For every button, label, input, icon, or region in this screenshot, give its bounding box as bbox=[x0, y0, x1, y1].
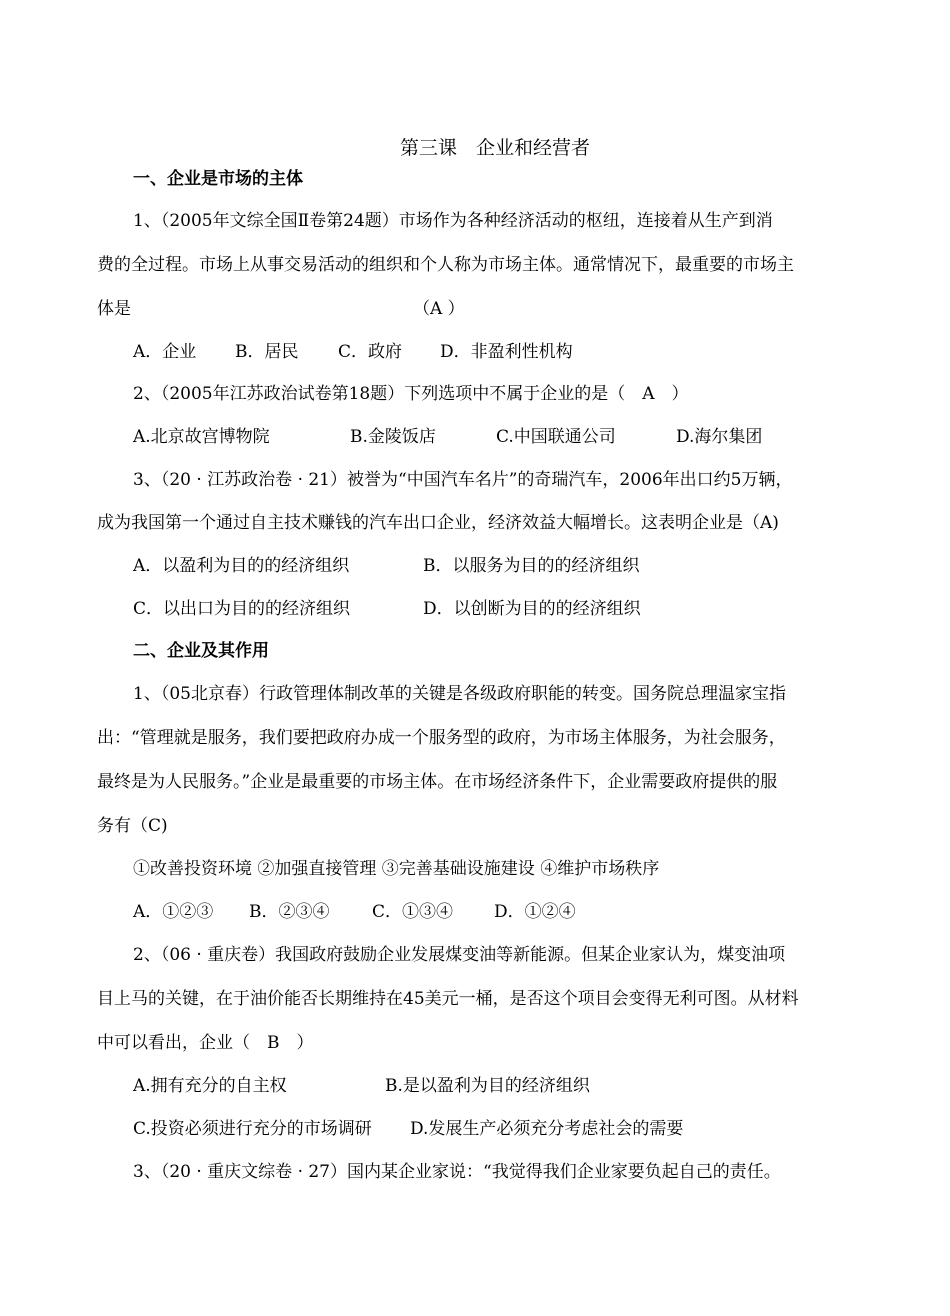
question-2-2-line-3: 中可以看出，企业（ B ） bbox=[97, 1033, 314, 1053]
option-2-2-a: A.拥有充分的自主权 bbox=[133, 1076, 287, 1096]
option-1-2-a: A.北京故宫博物院 bbox=[133, 427, 270, 447]
question-1-1-line-1: 1、（2005年文综全国Ⅱ卷第24题）市场作为各种经济活动的枢纽，连接着从生产到消 bbox=[133, 211, 773, 231]
option-2-1-c: C．①③④ bbox=[372, 902, 454, 922]
option-2-2-d: D.发展生产必须充分考虑社会的需要 bbox=[410, 1119, 684, 1139]
page-title: 第三课 企业和经营者 bbox=[399, 137, 590, 159]
question-2-3-line-1: 3、（20 · 重庆文综卷 · 27）国内某企业家说：“我觉得我们企业家要负起自己的责任。 bbox=[133, 1162, 781, 1182]
option-2-2-b: B.是以盈利为目的经济组织 bbox=[385, 1076, 590, 1096]
option-1-2-c: C.中国联通公司 bbox=[496, 427, 616, 447]
option-2-1-d: D．①②④ bbox=[494, 902, 576, 922]
option-2-2-c: C.投资必须进行充分的市场调研 bbox=[133, 1119, 372, 1139]
option-2-1-b: B．②③④ bbox=[249, 902, 330, 922]
question-1-3-line-2: 成为我国第一个通过自主技术赚钱的汽车出口企业，经济效益大幅增长。这表明企业是（A) bbox=[97, 513, 779, 533]
option-1-2-b: B.金陵饭店 bbox=[350, 427, 436, 447]
question-1-2-line-1: 2、（2005年江苏政治试卷第18题）下列选项中不属于企业的是（ A ） bbox=[133, 384, 689, 404]
option-1-1-c: C．政府 bbox=[338, 342, 403, 362]
question-2-1-line-1: 1、（05北京春）行政管理体制改革的关键是各级政府职能的转变。国务院总理温家宝指 bbox=[133, 684, 786, 704]
question-2-2-line-1: 2、（06 · 重庆卷）我国政府鼓励企业发展煤变油等新能源。但某企业家认为，煤变油项 bbox=[133, 945, 786, 965]
section-heading-1: 一、企业是市场的主体 bbox=[133, 169, 303, 189]
option-1-3-d: D．以创断为目的的经济组织 bbox=[423, 599, 641, 619]
option-1-3-b: B．以服务为目的的经济组织 bbox=[423, 556, 640, 576]
question-1-3-line-1: 3、（20 · 江苏政治卷 · 21）被誉为“中国汽车名片”的奇瑞汽车，2006年出口约5万辆， bbox=[133, 470, 793, 490]
question-2-1-line-2: 出：“管理就是服务，我们要把政府办成一个服务型的政府，为市场主体服务，为社会服务， bbox=[97, 728, 786, 748]
option-1-1-a: A．企业 bbox=[133, 342, 197, 362]
question-2-2-line-2: 目上马的关键，在于油价能否长期维持在45美元一桶，是否这个项目会变得无利可图。从材料 bbox=[97, 989, 799, 1009]
question-1-1-line-3: 体是 bbox=[97, 299, 131, 319]
option-2-1-a: A．①②③ bbox=[133, 902, 214, 922]
section-heading-2: 二、企业及其作用 bbox=[133, 641, 269, 661]
question-1-1-line-2: 费的全过程。市场上从事交易活动的组织和个人称为市场主体。通常情况下，最重要的市场主 bbox=[97, 255, 794, 275]
question-2-1-items: ①改善投资环境 ②加强直接管理 ③完善基础设施建设 ④维护市场秩序 bbox=[133, 859, 660, 879]
option-1-3-a: A．以盈利为目的的经济组织 bbox=[133, 556, 350, 576]
option-1-2-d: D.海尔集团 bbox=[676, 427, 763, 447]
option-1-3-c: C．以出口为目的的经济组织 bbox=[133, 599, 351, 619]
question-2-1-line-4: 务有（C) bbox=[97, 816, 168, 836]
question-2-1-line-3: 最终是为人民服务。”企业是最重要的市场主体。在市场经济条件下，企业需要政府提供的服 bbox=[97, 772, 778, 792]
question-1-1-answer: （A ） bbox=[413, 299, 465, 319]
option-1-1-d: D．非盈利性机构 bbox=[440, 342, 573, 362]
option-1-1-b: B．居民 bbox=[235, 342, 299, 362]
